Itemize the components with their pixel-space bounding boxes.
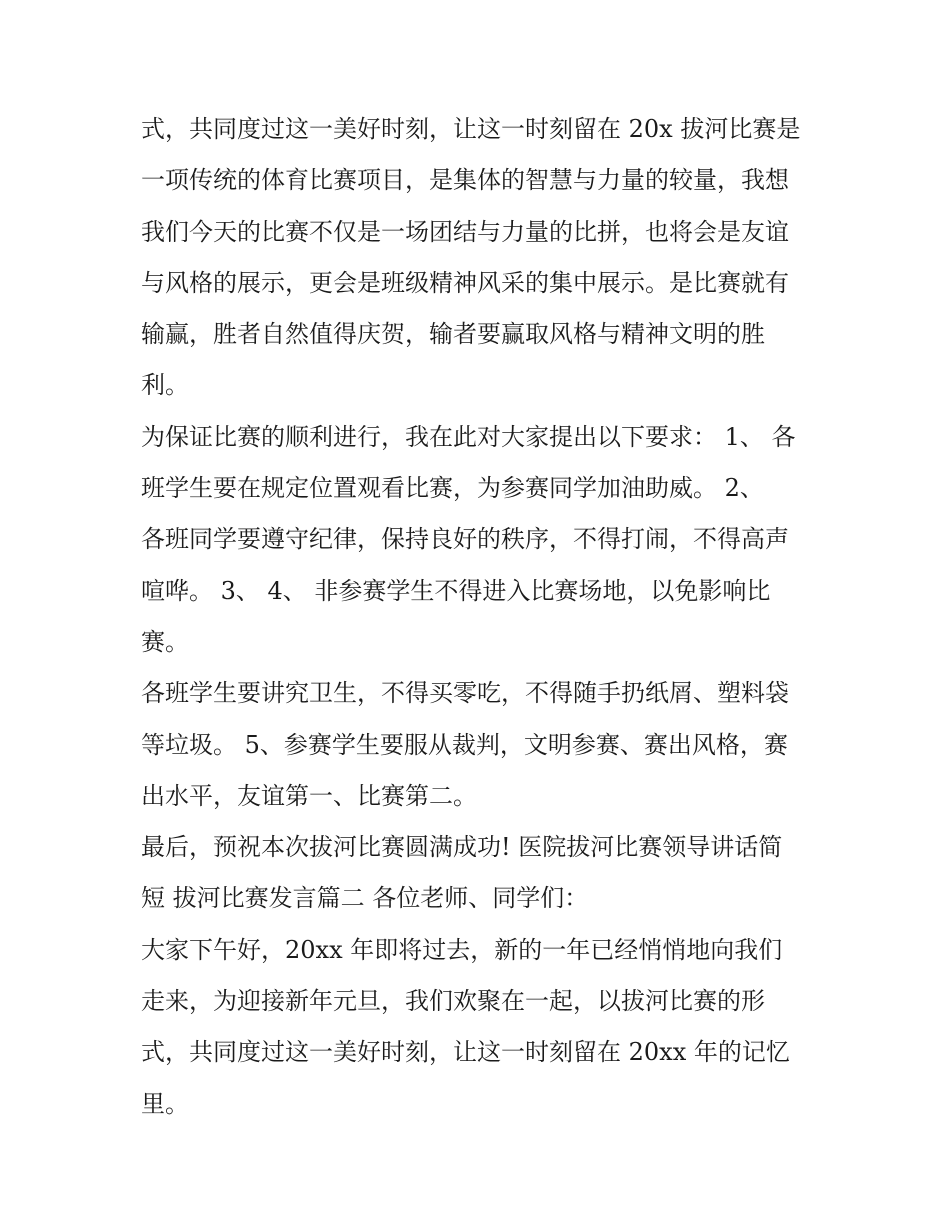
text-line: 班学生要在规定位置观看比赛，为参赛同学加油助威。 2、 — [141, 474, 764, 503]
text-line: 为保证比赛的顺利进行，我在此对大家提出以下要求： 1、 各 — [141, 422, 796, 451]
document-body — [141, 104, 813, 1130]
text-line: 利。 — [141, 371, 189, 400]
text-line: 出水平，友谊第一、比赛第二。 — [141, 781, 477, 810]
text-line: 大家下午好，20xx 年即将过去，新的一年已经悄悄地向我们 — [141, 935, 783, 964]
text-line: 短 拔河比赛发言篇二 各位老师、同学们： — [141, 884, 589, 913]
text-line: 赛。 — [141, 627, 189, 656]
text-line: 走来，为迎接新年元旦，我们欢聚在一起，以拔河比赛的形 — [141, 987, 765, 1016]
text-line: 等垃圾。 5、参赛学生要服从裁判，文明参赛、赛出风格，赛 — [141, 730, 788, 759]
text-line: 喧哗。 3、 4、 非参赛学生不得进入比赛场地，以免影响比 — [141, 576, 771, 605]
text-line: 式，共同度过这一美好时刻，让这一时刻留在 20xx 年的记忆 — [141, 1038, 790, 1067]
text-line: 输赢，胜者自然值得庆贺，输者要赢取风格与精神文明的胜 — [141, 320, 765, 349]
text-line: 一项传统的体育比赛项目，是集体的智慧与力量的较量，我想 — [141, 166, 789, 195]
text-line: 式，共同度过这一美好时刻，让这一时刻留在 20x 拔河比赛是 — [141, 115, 801, 143]
text-line: 我们今天的比赛不仅是一场团结与力量的比拼，也将会是友谊 — [141, 217, 789, 246]
text-line: 各班学生要讲究卫生，不得买零吃，不得随手扔纸屑、塑料袋 — [141, 679, 789, 708]
text-line: 各班同学要遵守纪律，保持良好的秩序，不得打闹，不得高声 — [141, 525, 789, 554]
text-line: 里。 — [141, 1089, 189, 1118]
text-line: 最后，预祝本次拔河比赛圆满成功! 医院拔河比赛领导讲话简 — [141, 833, 783, 862]
text-line: 与风格的展示，更会是班级精神风采的集中展示。是比赛就有 — [141, 268, 789, 297]
